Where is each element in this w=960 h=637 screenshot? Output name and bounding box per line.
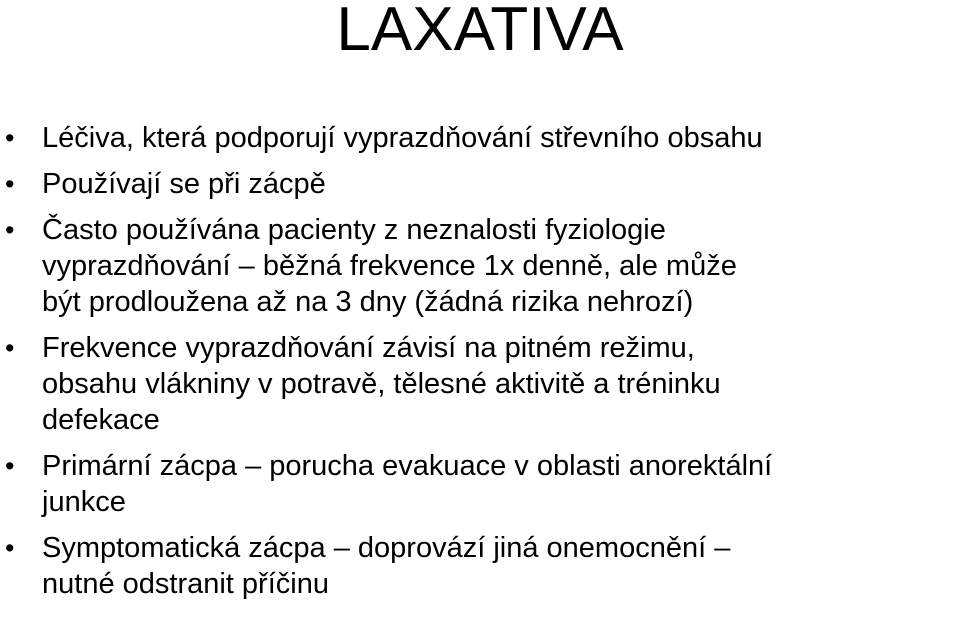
bullet-text-line: Symptomatická zácpa – doprovází jiná onemocnění – [42, 532, 731, 564]
bullet-marker: • [5, 451, 15, 481]
bullet-item-6 [0, 530, 960, 602]
bullet-text-line: být prodloužena až na 3 dny (žádná rizika nehrozí) [42, 286, 694, 318]
bullet-text-line: Frekvence vyprazdňování závisí na pitném režimu, [42, 332, 695, 364]
bullet-text-line: Používají se při zácpě [42, 168, 326, 200]
bullet-text-line: Často používána pacienty z neznalosti fyziologie [42, 214, 666, 246]
bullet-list [0, 120, 960, 602]
bullet-text-line: Primární zácpa – porucha evakuace v oblasti anorektální [42, 450, 773, 482]
bullet-marker: • [5, 123, 15, 153]
bullet-marker: • [5, 533, 15, 563]
bullet-text-line: nutné odstranit příčinu [42, 568, 329, 600]
bullet-marker: • [5, 215, 15, 245]
bullet-text-line: junkce [42, 486, 126, 518]
bullet-item-2 [0, 166, 960, 202]
bullet-text-line: defekace [42, 404, 160, 436]
bullet-item-5 [0, 448, 960, 520]
bullet-text-line: obsahu vlákniny v potravě, tělesné aktivitě a tréninku [42, 368, 721, 400]
bullet-marker: • [5, 333, 15, 363]
bullet-item-3 [0, 212, 960, 320]
bullet-marker: • [5, 169, 15, 199]
slide-title: LAXATIVA [336, 0, 624, 64]
bullet-text-line: vyprazdňování – běžná frekvence 1x denně, ale může [42, 250, 737, 282]
bullet-item-4 [0, 330, 960, 438]
bullet-text-line: Léčiva, která podporují vyprazdňování střevního obsahu [42, 122, 763, 154]
bullet-item-1 [0, 120, 960, 156]
